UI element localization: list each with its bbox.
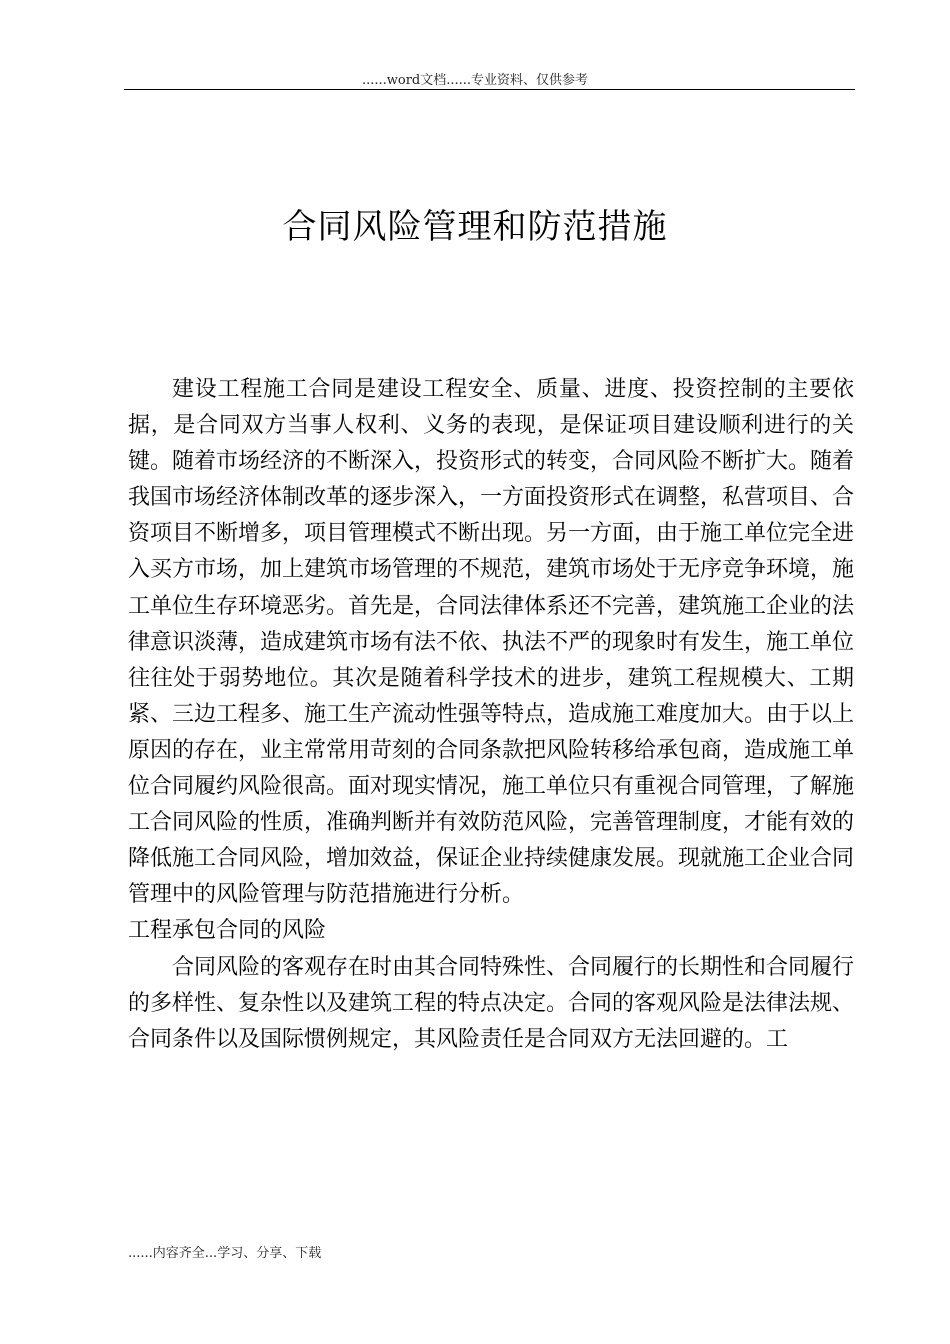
document-title-text: 合同风险管理和防范措施 [282,207,668,247]
header-divider [124,89,855,90]
document-body [128,372,854,1058]
page-header: ......word文档......专业资料、仅供参考 [361,73,589,88]
intro-paragraph: 建设工程施工合同是建设工程安全、质量、进度、投资控制的主要依据，是合同双方当事人权利、义务的表现，是保证项目建设顺利进行的关键。随着市场经济的不断深入，投资形式的转变，合同风险不断扩大。随着我国市场经济体制改革的逐步深入，一方面投资形式在调整，私营项目、合资项目不断增多，项目管理模式不断出现。另一方面，由于施工单位完全进入买方市场，加上建筑市场管理的不规范，建筑市场处于无序竞争环境，施工单位生存环境恶劣。首先是，合同法律体系还不完善，建筑施工企业的法律意识淡薄，造成建筑市场有法不依、执法不严的现象时有发生，施工单位往往处于弱势地位。其次是随着科学技术的进步，建筑工程规模大、工期紧、三边工程多、施工生产流动性强等特点，造成施工难度加大。由于以上原因的存在，业主常常用苛刻的合同条款把风险转移给承包商，造成施工单位合同履约风险很高。面对现实情况，施工单位只有重视合同管理，了解施工合同风险的性质，准确判断并有效防范风险，完善管理制度，才能有效的降低施工合同风险，增加效益，保证企业持续健康发展。现就施工企业合同管理中的风险管理与防范措施进行分析。 [128,377,855,908]
document-title [0,203,950,251]
section-heading: 工程承包合同的风险 [128,918,327,944]
page-footer: ......内容齐全...学习、分享、下载 [128,1246,322,1261]
section-paragraph: 合同风险的客观存在时由其合同特殊性、合同履行的长期性和合同履行的多样性、复杂性以及建筑工程的特点决定。合同的客观风险是法律法规、合同条件以及国际惯例规定，其风险责任是合同双方无法回避的。工 [128,954,855,1052]
